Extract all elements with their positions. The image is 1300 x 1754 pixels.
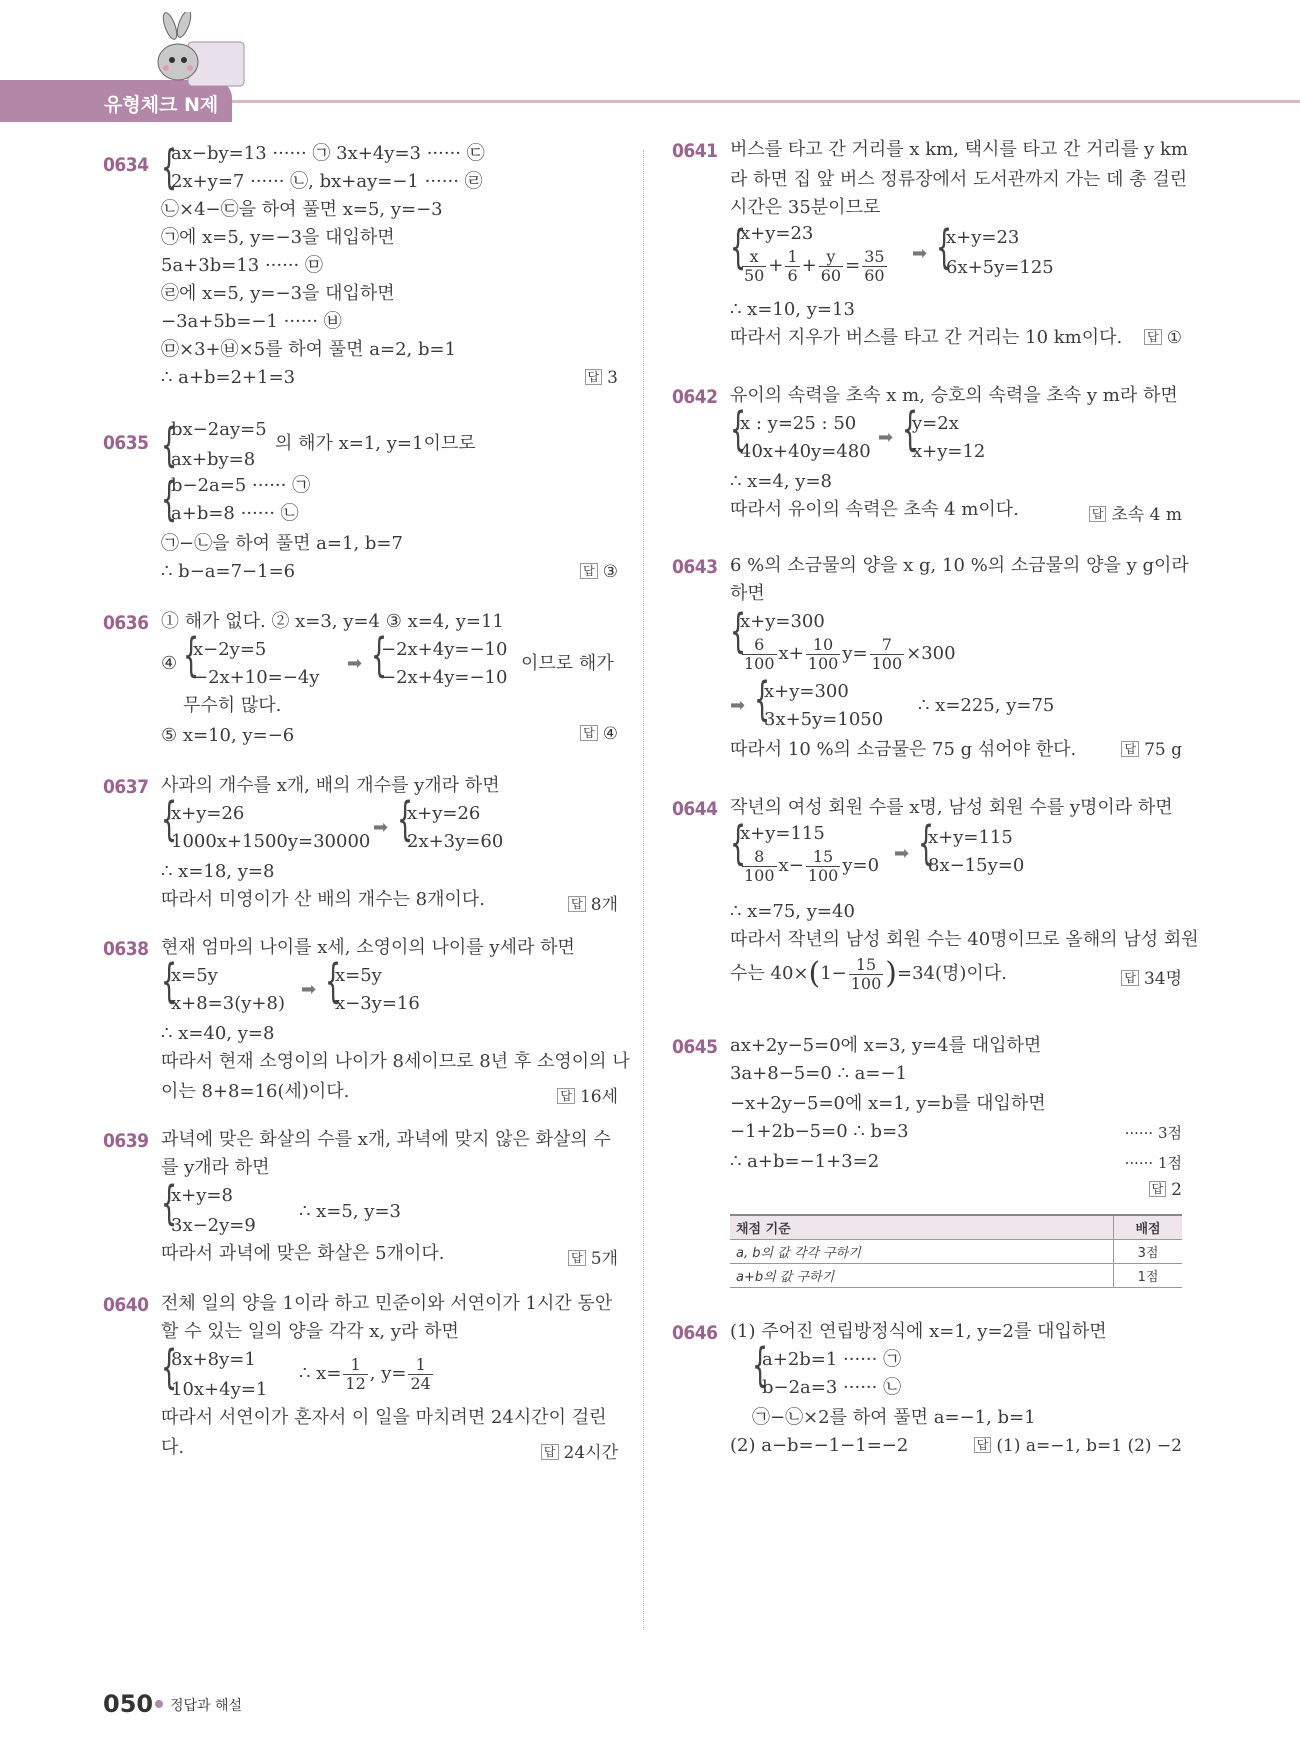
fraction — [806, 848, 841, 885]
answer-value: 24시간 — [563, 1443, 618, 1463]
arrow-icon: ➡ — [373, 817, 389, 838]
brace: { — [161, 792, 178, 846]
problem-number: 0635 — [103, 432, 149, 454]
equation-line — [740, 846, 879, 886]
denominator: 12 — [345, 1373, 366, 1393]
answer — [541, 1438, 618, 1463]
numerator: 1 — [787, 246, 798, 266]
table-cell: 1점 — [1114, 1264, 1183, 1288]
numerator: 1 — [408, 1356, 432, 1375]
equation-line: x+y=26 — [407, 803, 481, 824]
equation-line: ax−by=13 ······ ㉠ 3x+4y=3 ······ ㉢ — [171, 143, 485, 164]
fraction — [742, 248, 766, 285]
equation-line: x−2y=5 — [193, 639, 267, 660]
solution-line: ∴ a+b=2+1=3 — [161, 367, 296, 388]
solution-line: ∴ x=225, y=75 — [918, 695, 1055, 716]
scoring-table — [730, 1214, 1182, 1288]
equation-line: x=5y — [171, 965, 218, 986]
answer — [580, 562, 618, 582]
equation-line: 40x+40y=480 — [740, 441, 871, 462]
table-cell: a+b의 값 구하기 — [730, 1264, 1114, 1288]
brace: { — [754, 672, 771, 726]
table-row — [730, 1264, 1182, 1288]
solution-line: ㉠−㉡을 하여 풀면 a=1, b=7 — [161, 533, 403, 554]
solution-line: ∴ x=10, y=13 — [730, 299, 855, 320]
arrow-icon: ➡ — [730, 695, 746, 716]
answer-value: 5개 — [590, 1249, 618, 1269]
solution-line: 따라서 10 %의 소금물은 75 g 섞어야 한다. — [730, 739, 1077, 760]
arrow-icon: ➡ — [894, 843, 910, 864]
denominator: 100 — [807, 865, 839, 885]
text: 1− — [820, 963, 847, 984]
solution-line: 이는 8+8=16(세)이다. — [161, 1081, 350, 1102]
answer-value: 34명 — [1143, 969, 1182, 989]
equation-line: x+y=115 — [928, 827, 1013, 848]
problem-number: 0640 — [103, 1294, 149, 1316]
answer — [557, 1082, 618, 1107]
solution-line: 현재 엄마의 나이를 x세, 소영이의 나이를 y세라 하면 — [161, 937, 575, 958]
table-cell: 3점 — [1114, 1240, 1183, 1264]
brace: { — [936, 220, 953, 274]
solution-line: ∴ b−a=7−1=6 — [161, 561, 296, 582]
answer-tag: 답 — [541, 1444, 559, 1460]
solution-line: 따라서 유이의 속력은 초속 4 m이다. — [730, 499, 1019, 520]
solution-line — [730, 954, 1007, 994]
problem-number: 0637 — [103, 776, 149, 798]
answer-value: 3 — [607, 368, 618, 388]
answer-tag: 답 — [585, 369, 603, 385]
problem-number: 0636 — [103, 612, 149, 634]
equation-line: 8x−15y=0 — [928, 855, 1025, 876]
text: x+ — [778, 643, 804, 664]
equation-line: b−2a=5 ······ ㉠ — [171, 475, 311, 496]
solution-line: ∴ x=75, y=40 — [730, 901, 855, 922]
fraction — [408, 1356, 432, 1393]
text: x− — [778, 855, 804, 876]
equation-line: x+y=8 — [171, 1185, 233, 1206]
numerator: 1 — [343, 1356, 367, 1375]
numerator: 15 — [806, 848, 841, 867]
numerator: 10 — [806, 636, 841, 655]
solution-line — [299, 1354, 435, 1394]
solution-line: 라 하면 집 앞 버스 정류장에서 도서관까지 가는 데 총 걸린 — [730, 169, 1188, 190]
fraction — [819, 248, 843, 285]
equation-line: 6x+5y=125 — [946, 257, 1054, 278]
equation-line: x−3y=16 — [335, 993, 420, 1014]
answer — [1121, 964, 1182, 989]
text: ×300 — [906, 643, 956, 664]
text: + — [801, 255, 817, 276]
fraction — [849, 956, 884, 993]
problem-number: 0644 — [672, 798, 718, 820]
solution-line: 의 해가 x=1, y=1이므로 — [275, 433, 476, 454]
answer — [1149, 1180, 1182, 1200]
equation-line: a+2b=1 ······ ㉠ — [762, 1349, 902, 1370]
solution-line: 사과의 개수를 x개, 배의 개수를 y개라 하면 — [161, 775, 500, 796]
text: 수는 40× — [730, 963, 809, 984]
solution-line: 버스를 타고 간 거리를 x km, 택시를 타고 간 거리를 y km — [730, 139, 1188, 160]
arrow-icon: ➡ — [347, 653, 363, 674]
table-header-cell: 채점 기준 — [730, 1215, 1114, 1240]
solution-line: 전체 일의 양을 1이라 하고 민준이와 서연이가 1시간 동안 — [161, 1293, 613, 1314]
equation-line: −2x+4y=−10 — [381, 667, 508, 688]
denominator: 100 — [744, 653, 775, 673]
answer-tag: 답 — [1089, 506, 1107, 522]
solution-line: 를 y개라 하면 — [161, 1157, 270, 1178]
equation-line: x+y=300 — [740, 611, 825, 632]
equation-line: 2x+y=7 ······ ㉡, bx+ay=−1 ······ ㉣ — [171, 171, 483, 192]
arrow-icon: ➡ — [912, 243, 928, 264]
problem-number: 0646 — [672, 1322, 718, 1344]
brace: { — [752, 1338, 769, 1392]
solution-line: 따라서 미영이가 산 배의 개수는 8개이다. — [161, 889, 485, 910]
text: = — [845, 255, 861, 276]
answer-value: ③ — [602, 562, 618, 582]
problem-number: 0634 — [103, 154, 149, 176]
denominator: 100 — [744, 865, 775, 885]
answer-tag: 답 — [580, 725, 598, 741]
answer — [568, 890, 618, 915]
equation-line: ax+by=8 — [171, 449, 256, 470]
brace: { — [397, 792, 414, 846]
brace: { — [730, 220, 747, 274]
solution-line: ㉤×3+㉥×5를 하여 풀면 a=2, b=1 — [161, 339, 457, 360]
answer-value: ④ — [602, 724, 618, 744]
answer-value: 2 — [1171, 1180, 1182, 1200]
brace: { — [161, 472, 178, 526]
fraction — [785, 248, 799, 285]
solution-line: 다. — [161, 1437, 185, 1458]
solution-line: −x+2y−5=0에 x=1, y=b를 대입하면 — [730, 1093, 1046, 1114]
answer — [1144, 328, 1182, 348]
equation-line: 1000x+1500y=30000 — [171, 831, 371, 852]
answer-tag: 답 — [1121, 970, 1139, 986]
denominator: 24 — [410, 1373, 431, 1393]
brace: { — [730, 816, 747, 870]
answer-tag: 답 — [1121, 741, 1139, 757]
solution-line: 무수히 많다. — [183, 695, 282, 716]
paren: ( — [808, 956, 821, 991]
footer-section-title: 정답과 해설 — [170, 1698, 243, 1714]
solution-line: 3a+8−5=0 ∴ a=−1 — [730, 1063, 908, 1084]
equation-line: 3x+5y=1050 — [764, 709, 884, 730]
equation-line: 2x+3y=60 — [407, 831, 504, 852]
column-divider — [643, 150, 644, 1630]
equation-line: x+y=12 — [912, 441, 986, 462]
answer — [568, 1244, 618, 1269]
bullet-dot — [155, 1700, 163, 1708]
solution-line: ∴ x=40, y=8 — [161, 1023, 275, 1044]
solution-line: ④ — [161, 653, 178, 674]
equation-line: x+8=3(y+8) — [171, 993, 285, 1014]
text: , y= — [369, 1363, 407, 1384]
fraction — [742, 848, 777, 885]
solution-line: (2) a−b=−1−1=−2 — [730, 1435, 909, 1456]
brace: { — [902, 402, 919, 456]
fraction — [806, 636, 841, 673]
solution-line: 따라서 현재 소영이의 나이가 8세이므로 8년 후 소영이의 나 — [161, 1051, 630, 1072]
answer-value: (1) a=−1, b=1 (2) −2 — [996, 1436, 1182, 1456]
denominator: 6 — [787, 265, 798, 285]
paren: ) — [885, 956, 898, 991]
section-tab-label: 유형체크 N제 — [104, 94, 219, 116]
answer-tag: 답 — [1144, 329, 1162, 345]
score-note: ······ 1점 — [1124, 1154, 1182, 1172]
solution-line: −3a+5b=−1 ······ ㉥ — [161, 311, 342, 332]
problem-number: 0638 — [103, 938, 149, 960]
equation-line: b−2a=3 ······ ㉡ — [762, 1377, 902, 1398]
answer-value: 8개 — [590, 895, 618, 915]
brace: { — [161, 1340, 178, 1394]
answer-tag: 답 — [580, 563, 598, 579]
answer-tag: 답 — [557, 1088, 575, 1104]
problem-number: 0645 — [672, 1036, 718, 1058]
text: ∴ x= — [299, 1363, 342, 1384]
solution-line: 따라서 과녁에 맞은 화살은 5개이다. — [161, 1243, 445, 1264]
solution-line: ㉠−㉡×2를 하여 풀면 a=−1, b=1 — [752, 1407, 1036, 1428]
solution-line: 유이의 속력을 초속 x m, 승호의 속력을 초속 y m라 하면 — [730, 385, 1178, 406]
answer-value: 초속 4 m — [1111, 505, 1182, 525]
equation-line: bx−2ay=5 — [171, 419, 267, 440]
solution-line: 과녁에 맞은 화살의 수를 x개, 과녁에 맞지 않은 화살의 수 — [161, 1129, 611, 1150]
numerator: 15 — [849, 956, 884, 975]
arrow-icon: ➡ — [878, 427, 894, 448]
page-number: 050 — [103, 1690, 154, 1718]
solution-line: ⑤ x=10, y=−6 — [161, 725, 295, 746]
solution-line: ㉣에 x=5, y=−3을 대입하면 — [161, 283, 395, 304]
problem-number: 0639 — [103, 1130, 149, 1152]
table-header — [730, 1215, 1182, 1240]
answer-tag: 답 — [568, 1250, 586, 1266]
fraction — [870, 636, 905, 673]
brace: { — [161, 418, 178, 472]
solution-line: ∴ x=18, y=8 — [161, 861, 275, 882]
table-row — [730, 1240, 1182, 1264]
solution-line: ㉡×4−㉢을 하여 풀면 x=5, y=−3 — [161, 199, 443, 220]
numerator: y — [819, 248, 843, 267]
answer — [1121, 740, 1182, 760]
solution-line: ∴ x=5, y=3 — [299, 1201, 402, 1222]
problem-number: 0643 — [672, 556, 718, 578]
brace: { — [730, 402, 747, 456]
brace: { — [183, 628, 200, 682]
table-cell: a, b의 값 각각 구하기 — [730, 1240, 1114, 1264]
denominator: 100 — [850, 973, 882, 993]
equation-line: x=5y — [335, 965, 382, 986]
solution-line: 하면 — [730, 583, 765, 604]
answer-tag: 답 — [1149, 1181, 1167, 1197]
answer-tag: 답 — [568, 896, 586, 912]
text: y= — [842, 643, 868, 664]
denominator: 100 — [807, 653, 839, 673]
fraction — [343, 1356, 367, 1393]
problem-number: 0641 — [672, 140, 718, 162]
numerator: 6 — [742, 636, 777, 655]
answer-value: 16세 — [579, 1087, 618, 1107]
solution-line: ① 해가 없다. ② x=3, y=4 ③ x=4, y=11 — [161, 611, 504, 632]
equation-line: x+y=300 — [764, 681, 849, 702]
brace: { — [325, 954, 342, 1008]
solution-line: 시간은 35분이므로 — [730, 197, 881, 218]
solution-line: ∴ a+b=−1+3=2 — [730, 1151, 880, 1172]
text: y=0 — [842, 855, 880, 876]
equation-line: 8x+8y=1 — [171, 1349, 256, 1370]
brace: { — [161, 954, 178, 1008]
equation-line: x+y=115 — [740, 823, 825, 844]
denominator: 100 — [871, 653, 903, 673]
equation-line: y=2x — [912, 413, 959, 434]
rabbit-mascot-icon — [148, 12, 248, 92]
solution-line: 이므로 해가 — [521, 653, 614, 674]
table-header-cell: 배점 — [1114, 1215, 1183, 1240]
numerator: x — [742, 248, 766, 267]
equation-line — [740, 634, 956, 674]
solution-line: ax+2y−5=0에 x=3, y=4를 대입하면 — [730, 1035, 1042, 1056]
solution-line: 5a+3b=13 ······ ㉤ — [161, 255, 323, 276]
solution-line: ㉠에 x=5, y=−3을 대입하면 — [161, 227, 395, 248]
answer — [974, 1436, 1182, 1456]
equation-line: −2x+4y=−10 — [381, 639, 508, 660]
brace: { — [161, 140, 178, 194]
text: =34(명)이다. — [897, 963, 1007, 984]
answer-tag: 답 — [974, 1437, 992, 1453]
answer — [1089, 500, 1182, 525]
denominator: 50 — [744, 265, 765, 285]
equation-line: x+y=23 — [740, 223, 814, 244]
solution-line: 6 %의 소금물의 양을 x g, 10 %의 소금물의 양을 y g이라 — [730, 555, 1189, 576]
equation-line: 3x−2y=9 — [171, 1215, 256, 1236]
equation-line: x+y=23 — [946, 227, 1020, 248]
equation-line: 10x+4y=1 — [171, 1379, 268, 1400]
fraction — [742, 636, 777, 673]
solution-line: 따라서 작년의 남성 회원 수는 40명이므로 올해의 남성 회원 — [730, 929, 1199, 950]
solution-line: 따라서 지우가 버스를 타고 간 거리는 10 km이다. — [730, 327, 1123, 348]
problem-number: 0642 — [672, 386, 718, 408]
fraction — [862, 248, 886, 285]
numerator: 35 — [864, 246, 885, 266]
arrow-icon: ➡ — [301, 979, 317, 1000]
score-note: ······ 3점 — [1124, 1124, 1182, 1142]
text: + — [768, 255, 784, 276]
solution-line: (1) 주어진 연립방정식에 x=1, y=2를 대입하면 — [730, 1321, 1107, 1342]
brace: { — [730, 604, 747, 658]
answer-value: ① — [1166, 328, 1182, 348]
denominator: 60 — [864, 265, 885, 285]
solution-line: ∴ x=4, y=8 — [730, 471, 833, 492]
equation-line: −2x+10=−4y — [193, 667, 320, 688]
brace: { — [918, 816, 935, 870]
equation-line — [740, 246, 889, 286]
solution-line: 작년의 여성 회원 수를 x명, 남성 회원 수를 y명이라 하면 — [730, 797, 1173, 818]
answer-value: 75 g — [1144, 740, 1182, 760]
equation-line: a+b=8 ······ ㉡ — [171, 503, 299, 524]
denominator: 60 — [820, 265, 842, 285]
equation-line: x+y=26 — [171, 803, 245, 824]
brace: { — [161, 1176, 178, 1230]
brace: { — [371, 628, 388, 682]
equation-line: x : y=25 : 50 — [740, 413, 857, 434]
answer — [580, 724, 618, 744]
answer — [585, 368, 618, 388]
numerator: 7 — [870, 636, 905, 655]
solution-line: −1+2b−5=0 ∴ b=3 — [730, 1121, 909, 1142]
solution-line: 따라서 서연이가 혼자서 이 일을 마치려면 24시간이 걸린 — [161, 1407, 607, 1428]
solution-line: 할 수 있는 일의 양을 각각 x, y라 하면 — [161, 1321, 459, 1342]
numerator: 8 — [742, 848, 777, 867]
header-rule — [200, 100, 1300, 103]
